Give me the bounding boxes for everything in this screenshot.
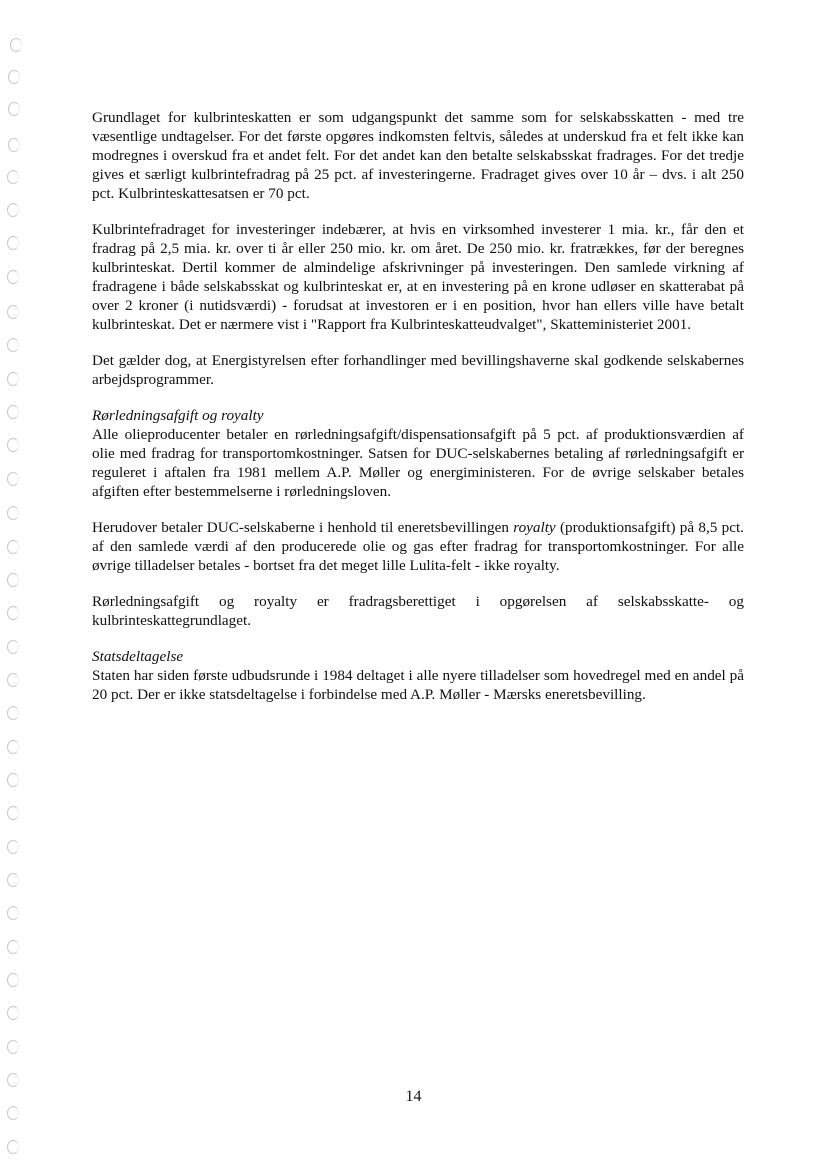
paragraph-fradragsberettiget: Rørledningsafgift og royalty er fradragsberettiget i opgørelsen af selskabsskatte- og kulbrinteskattegrundlaget. bbox=[92, 593, 744, 629]
punch-hole-icon bbox=[7, 338, 19, 352]
punch-hole-icon bbox=[7, 438, 19, 452]
punch-hole-icon bbox=[10, 38, 22, 52]
punch-hole-icon bbox=[7, 873, 19, 887]
punch-hole-icon bbox=[7, 236, 19, 250]
punch-hole-icon bbox=[7, 973, 19, 987]
punch-hole-icon bbox=[7, 270, 19, 284]
paragraph-roerledningsafgift: Alle olieproducenter betaler en rørledningsafgift/dispensationsafgift på 5 pct. af produktionsværdien af olie med fradrag for transportomkostninger. Satsen for DUC-selskabernes betaling af rørledningsafgift er reguleret i aftalen fra 1981 mellem A.P. Møller og energiministeren. For de øvrige selskaber betales afgiften efter bestemmelserne i rørledningsloven. bbox=[92, 426, 744, 500]
punch-hole-icon bbox=[7, 1073, 19, 1087]
punch-hole-icon bbox=[7, 372, 19, 386]
royalty-term: royalty bbox=[513, 519, 556, 536]
subheading-statsdeltagelse: Statsdeltagelse bbox=[92, 648, 184, 665]
punch-hole-icon bbox=[7, 305, 19, 319]
punch-hole-icon bbox=[7, 203, 19, 217]
punch-hole-icon bbox=[7, 573, 19, 587]
punch-hole-icon bbox=[7, 170, 19, 184]
paragraph-energistyrelsen: Det gælder dog, at Energistyrelsen efter forhandlinger med bevillingshaverne skal godkende selskabernes arbejdsprogrammer. bbox=[92, 352, 744, 388]
document-body bbox=[92, 108, 744, 721]
section-royalty bbox=[92, 406, 744, 501]
punch-hole-icon bbox=[7, 606, 19, 620]
punch-hole-icon bbox=[7, 540, 19, 554]
punch-hole-icon bbox=[8, 138, 20, 152]
punch-hole-icon bbox=[7, 740, 19, 754]
punch-hole-icon bbox=[7, 1140, 19, 1154]
paragraph-kulbrintefradrag: Kulbrintefradraget for investeringer indebærer, at hvis en virksomhed investerer 1 mia. kr., får den et fradrag på 2,5 mia. kr. over ti år eller 250 mio. kr. om året. De 250 mio. kr. fratrækkes, før der beregnes kulbrinteskat. Dertil kommer de almindelige afskrivninger på investeringen. Den samlede virkning af fradragene i både selskabsskat og kulbrinteskat er, at en investering på en krone udløser en skatterabat på over 2 kroner (i nutidsværdi) - forudsat at investoren er i en position, hvor han ellers ville have betalt kulbrinteskat. Det er nærmere vist i "Rapport fra Kulbrinteskatteudvalget", Skatteministeriet 2001. bbox=[92, 221, 744, 333]
punch-hole-icon bbox=[7, 506, 19, 520]
paragraph-duc-royalty bbox=[92, 518, 744, 575]
punch-hole-icon bbox=[7, 906, 19, 920]
page-number: 14 bbox=[405, 1088, 422, 1105]
subheading-roerledningsafgift: Rørledningsafgift og royalty bbox=[92, 407, 264, 424]
punch-hole-icon bbox=[7, 405, 19, 419]
paragraph-kulbrinteskat-grundlag: Grundlaget for kulbrinteskatten er som udgangspunkt det samme som for selskabsskatten - med tre væsentlige undtagelser. For det første opgøres indkomsten feltvis, således at underskud fra et felt ikke kan modregnes i overskud fra et andet felt. For det andet kan den betalte selskabsskat fradrages. For det tredje gives et særligt kulbrintefradrag på 25 pct. af investeringerne. Fradraget gives over 10 år – dvs. i alt 250 pct. Kulbrinteskattesatsen er 70 pct. bbox=[92, 109, 744, 202]
paragraph-duc-royalty-end: (produktionsafgift) på 8,5 pct. af den samlede værdi af den producerede olie og gas efter fradrag for transportomkostninger. For alle øvrige tilladelser betales - bortset fra det meget lille Lulita-felt - ikke royalty. bbox=[92, 519, 744, 574]
punch-hole-icon bbox=[7, 1006, 19, 1020]
punch-hole-icon bbox=[7, 773, 19, 787]
punch-hole-icon bbox=[7, 640, 19, 654]
punch-hole-icon bbox=[8, 70, 20, 84]
punch-hole-icon bbox=[7, 1106, 19, 1120]
punch-hole-icon bbox=[7, 806, 19, 820]
paragraph-duc-royalty-start: Herudover betaler DUC-selskaberne i henhold til eneretsbevillingen bbox=[92, 519, 514, 536]
punch-hole-icon bbox=[7, 840, 19, 854]
punch-hole-icon bbox=[7, 1040, 19, 1054]
binder-punch-holes bbox=[0, 0, 40, 1170]
section-statsdeltagelse bbox=[92, 647, 744, 704]
punch-hole-icon bbox=[7, 706, 19, 720]
punch-hole-icon bbox=[7, 673, 19, 687]
punch-hole-icon bbox=[7, 472, 19, 486]
punch-hole-icon bbox=[8, 102, 20, 116]
paragraph-statsdeltagelse: Staten har siden første udbudsrunde i 1984 deltaget i alle nyere tilladelser som hovedregel med en andel på 20 pct. Der er ikke statsdeltagelse i forbindelse med A.P. Møller - Mærsks eneretsbevilling. bbox=[92, 667, 744, 703]
punch-hole-icon bbox=[7, 940, 19, 954]
